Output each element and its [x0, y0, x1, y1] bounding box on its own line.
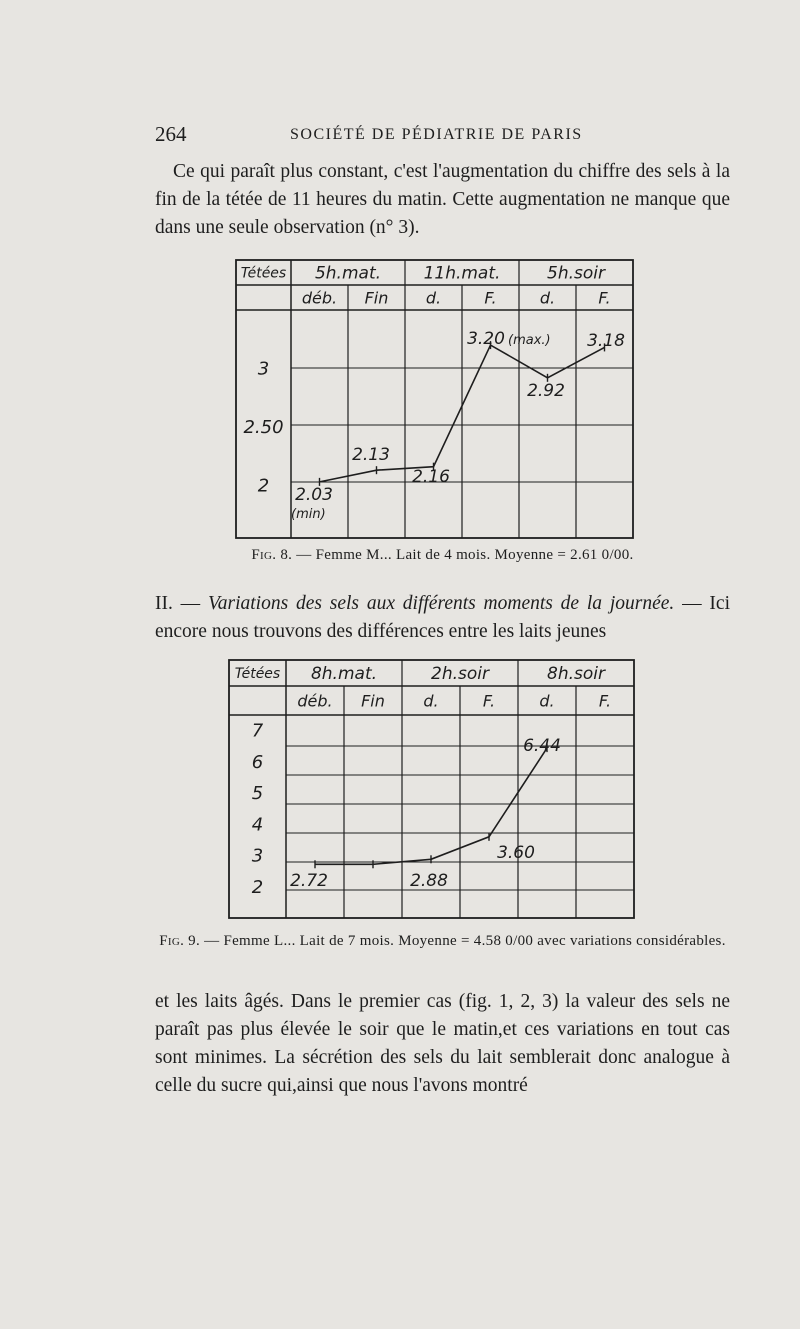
data-label: 3.60 [497, 843, 535, 863]
y-tick-label: 2.50 [243, 416, 284, 438]
figure-9-label: Fig. 9. [159, 933, 201, 949]
paragraph-1 [155, 158, 730, 242]
column-subheader: d. [423, 691, 439, 711]
data-label: 3.18 [587, 331, 625, 351]
column-group-header: 8h.soir [547, 664, 605, 684]
paragraph-2-rest: — Ici encore nous trouvons des différences entre les laits jeunes [155, 593, 730, 642]
paragraph-3-text: et les laits âgés. Dans le premier cas (fig. 1, 2, 3) la valeur des sels ne paraît pas plus élevée le soir que le matin,et ces variations en tout cas sont minimes. La sécrétion des sels du lait semblerait donc analogue à celle du sucre qui,ainsi que nous l'avons montré [155, 991, 730, 1096]
column-group-header: 5h.soir [547, 263, 605, 284]
column-subheader: F. [484, 288, 497, 308]
figure-9-caption-text: — Femme L... Lait de 7 mois. Moyenne = 4.58 0/00 avec variations considérables. [204, 933, 726, 949]
figure-8-caption [155, 547, 730, 564]
corner-label: Tétées [234, 666, 281, 682]
paragraph-3 [155, 988, 730, 1100]
corner-label: Tétées [240, 265, 287, 282]
data-label: 2.16 [412, 467, 450, 487]
y-tick-label: 2 [257, 475, 270, 497]
data-annotation: (max.) [508, 333, 551, 348]
figure-8-label: Fig. 8. [251, 547, 293, 563]
y-tick-label: 5 [251, 783, 264, 805]
paragraph-2-text [155, 590, 730, 646]
column-subheader: d. [425, 288, 442, 308]
y-tick-label: 7 [251, 720, 264, 742]
data-label: 2.03 [295, 485, 333, 505]
y-tick-label: 2 [251, 876, 264, 898]
data-label: 2.92 [527, 381, 565, 401]
column-group-header: 11h.mat. [423, 263, 501, 284]
y-tick-label: 3 [251, 845, 264, 867]
data-label: 2.88 [410, 871, 448, 891]
column-group-header: 2h.soir [431, 664, 489, 684]
y-tick-label: 3 [257, 358, 270, 380]
section-heading: Variations des sels aux différents moments de la journée. [207, 593, 675, 614]
y-tick-label: 4 [251, 814, 264, 836]
data-label: 3.20 [467, 329, 505, 349]
data-label: 2.13 [352, 445, 390, 465]
figure-9-chart [229, 660, 639, 925]
paragraph-2 [155, 590, 730, 646]
column-subheader: F. [598, 691, 612, 711]
paragraph-1-text: Ce qui paraît plus constant, c'est l'augmentation du chiffre des sels à la fin de la tétée de 11 heures du matin. Cette augmentation ne manque que dans une seule observation (n° 3). [155, 161, 730, 238]
figure-8 [236, 260, 636, 545]
data-label: 2.72 [290, 871, 328, 891]
column-group-header: 5h.mat. [314, 263, 382, 284]
figure-8-caption-text: — Femme M... Lait de 4 mois. Moyenne = 2.61 0/00. [296, 547, 634, 563]
page-header [145, 118, 645, 148]
figure-8-chart [236, 260, 636, 545]
figure-9-caption [155, 930, 730, 952]
figure-9 [229, 660, 639, 925]
column-subheader: F. [482, 691, 496, 711]
column-subheader: déb. [301, 288, 338, 308]
y-tick-label: 6 [251, 751, 264, 773]
running-title: SOCIÉTÉ DE PÉDIATRIE DE PARIS [290, 126, 583, 143]
column-subheader: Fin [364, 288, 389, 308]
section-number: II. — [155, 593, 201, 614]
data-label: 6.44 [523, 736, 561, 756]
data-annotation: (min) [291, 507, 326, 522]
page-number: 264 [155, 122, 187, 146]
column-group-header: 8h.mat. [310, 664, 378, 684]
column-subheader: F. [598, 288, 611, 308]
column-subheader: déb. [297, 691, 333, 711]
column-subheader: Fin [361, 691, 385, 711]
column-subheader: d. [539, 691, 555, 711]
column-subheader: d. [539, 288, 556, 308]
